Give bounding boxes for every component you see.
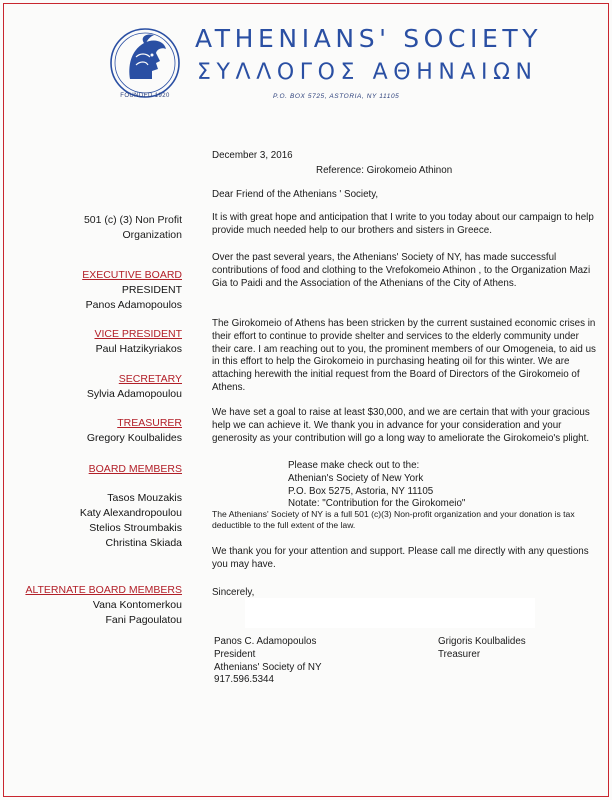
secretary-name: Sylvia Adamopoulou <box>86 388 182 400</box>
closing: Sincerely, <box>212 587 255 598</box>
alternate-members-heading: ALTERNATE BOARD MEMBERS <box>25 584 182 596</box>
signer-line: 917.596.5344 <box>214 674 274 686</box>
board-sidebar <box>20 0 190 800</box>
check-line: Notate: "Contribution for the Girokomeio" <box>288 498 466 510</box>
org-type <box>84 213 182 243</box>
letter-reference: Reference: Girokomeio Athinon <box>316 165 453 176</box>
signer-line: President <box>214 648 256 660</box>
check-instructions <box>288 460 612 511</box>
org-type-line1: 501 (c) (3) Non Profit <box>83 214 182 226</box>
treasurer-name: Gregory Koulbalides <box>86 432 182 444</box>
secretary-section <box>87 372 182 402</box>
board-members-section <box>80 462 182 551</box>
board-members-heading: BOARD MEMBERS <box>88 463 182 475</box>
secretary-heading: SECRETARY <box>118 373 182 385</box>
org-type-line2: Organization <box>122 229 182 241</box>
treasurer-section <box>87 416 182 446</box>
check-line: Please make check out to the: <box>288 460 420 471</box>
alternate-member: Vana Kontomerkou <box>92 599 182 611</box>
board-member: Stelios Stroumbakis <box>89 522 182 534</box>
vice-president-name: Paul Hatzikyriakos <box>95 343 182 355</box>
organization-title-greek: ΣΥΛΛΟΓΟΣ ΑΘΗΝΑΙΩΝ <box>197 60 538 85</box>
signer-line: Grigoris Koulbalides <box>438 636 526 647</box>
paragraph-thanks: We thank you for your attention and support. Please call me directly with any questions you may have. <box>212 546 589 570</box>
header-address: P.O. BOX 5725, ASTORIA, NY 11105 <box>273 93 400 100</box>
president-name: Panos Adamopoulos <box>85 299 182 311</box>
vice-president-heading: VICE PRESIDENT <box>94 328 182 340</box>
signer-line: Panos C. Adamopoulos <box>214 636 317 647</box>
letter-salutation: Dear Friend of the Athenians ' Society, <box>212 189 379 200</box>
paragraph-goal: We have set a goal to raise at least $30,000, and we are certain that with your gracious help we can achieve it. We thank you in advance for your consideration and your generosity as your contribution will go a long way to ameliorate the Girokomeio's plight. <box>212 407 590 444</box>
founded-label: FOUNDED 1920 <box>120 93 170 99</box>
alternate-member: Fani Pagoulatou <box>105 614 182 626</box>
check-line: Athenian's Society of New York <box>288 472 424 484</box>
executive-board-heading: EXECUTIVE BOARD <box>82 269 182 281</box>
paragraph-history: Over the past several years, the Athenians' Society of NY, has made successful contributions of food and clothing to the Vrefokomeio Athinon , to the Organization Mazi Gia to Paidi and the Association of the Athenians of the City of Athens. <box>212 252 591 289</box>
paragraph-appeal: The Girokomeio of Athens has been stricken by the current sustained economic crises in their effort to continue to provide shelter and services to the elderly community under their care. I am reaching out to you, the prominent members of our Omogeneia, to aid us in this effort to help the Girokomeio in purchasing heating oil for this winter. We are attaching herewith the initial request from the Board of Directors of the Girokomeio of Athens. <box>212 318 596 393</box>
signer-line: Athenians' Society of NY <box>214 661 322 673</box>
organization-title-english: ATHENIANS' SOCIETY <box>195 24 543 53</box>
check-line: P.O. Box 5275, Astoria, NY 11105 <box>288 485 434 497</box>
treasurer-heading: TREASURER <box>117 417 182 429</box>
executive-board-section <box>82 268 182 313</box>
president-title: PRESIDENT <box>121 284 182 296</box>
board-member: Tasos Mouzakis <box>107 492 182 504</box>
nonprofit-statement: The Athenians' Society of NY is a full 501 (c)(3) Non-profit organization and your donation is tax deductible to the full extent of the law. <box>212 509 575 530</box>
board-member: Christina Skiada <box>105 537 182 549</box>
vice-president-section <box>94 327 182 357</box>
signer-treasurer <box>438 636 588 662</box>
board-member: Katy Alexandropoulou <box>79 507 182 519</box>
signer-president <box>214 636 414 687</box>
signer-line: Treasurer <box>438 648 481 660</box>
alternate-members-section <box>25 583 182 628</box>
letter-date: December 3, 2016 <box>212 150 293 161</box>
paragraph-intro: It is with great hope and anticipation that I write to you today about our campaign to help provide much needed help to our brothers and sisters in Greece. <box>212 212 594 236</box>
signature-area <box>245 598 535 628</box>
